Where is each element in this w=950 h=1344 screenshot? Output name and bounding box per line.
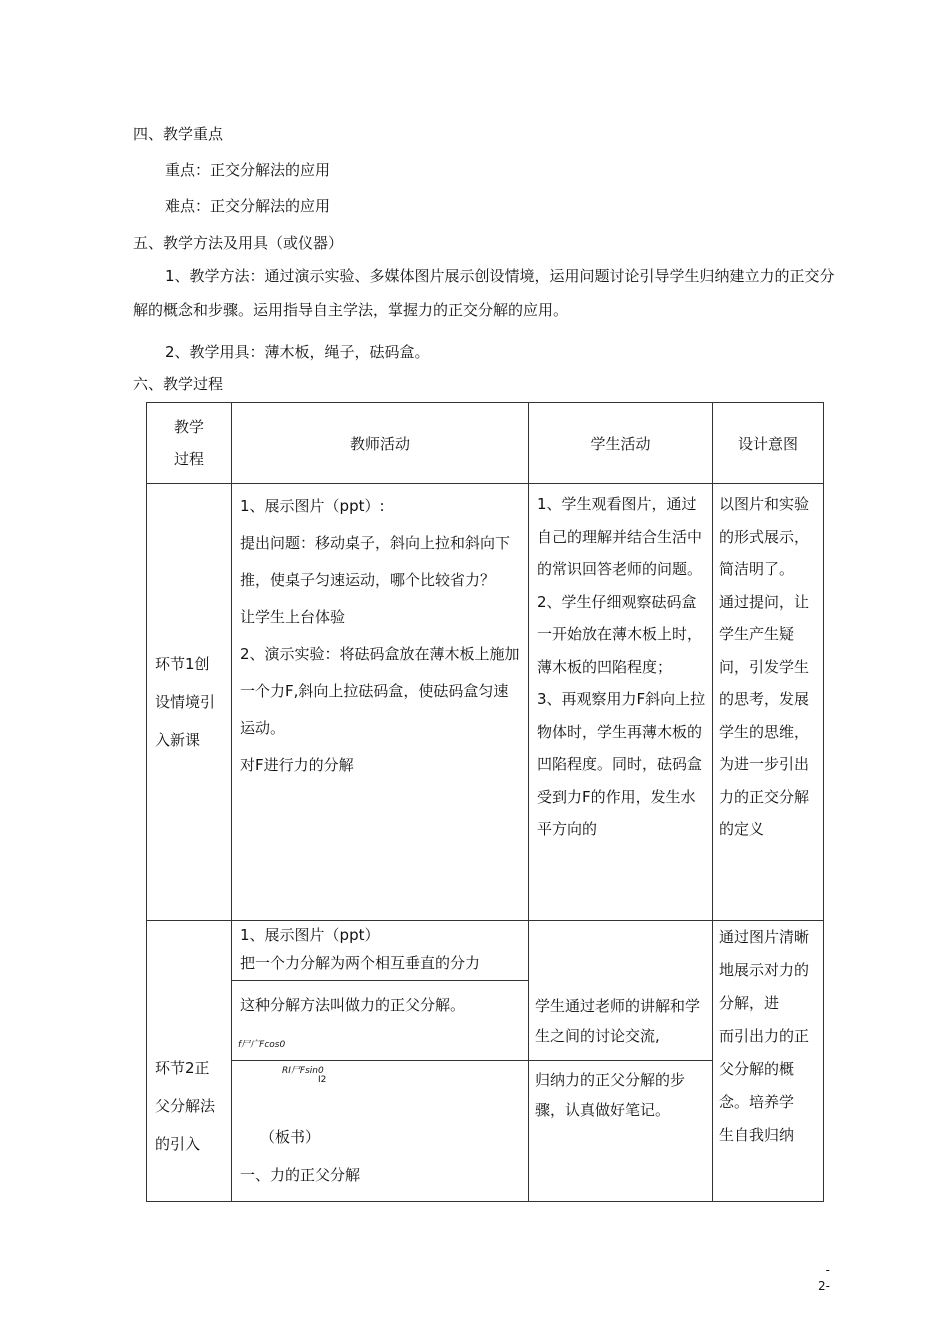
header-teacher: 教师活动 [232,403,529,484]
teaching-process-table [146,402,824,1202]
row2-teacher-box-b [232,981,528,1061]
header-stage: 教学过程 [147,403,232,484]
row1-intent-line: 以图片和实验的形式展示，简洁明了。 [719,495,810,578]
row1-teacher-line: 提出问题：移动桌子，斜向上拉和斜向下推，使桌子匀速运动，哪个比较省力？ [240,534,511,589]
row1-teacher-line: 让学生上台体验 [240,608,346,626]
difficult-point: 难点：正交分解法的应用 [165,197,331,215]
row2-student [529,921,713,1202]
section-6-title: 六、教学过程 [133,375,224,393]
page-number: - 2- [818,1263,830,1293]
row1-student [529,484,713,921]
section-5-title: 五、教学方法及用具（或仪器） [133,234,344,252]
row1-student-line: 3、再观察用力F斜向上拉物体时，学生再薄木板的凹陷程度。同时，砝码盒受到力F的作用，发生水平方向的 [537,690,706,838]
row2-teacher-box-c [232,1061,528,1201]
section-4-title: 四、教学重点 [133,125,224,143]
row2-teacher [232,921,529,1202]
row1-teacher-line: 1、展示图片（ppt）: [240,497,385,515]
row2-intent-line: 生自我归纳 [719,1126,795,1144]
board-item: 一、力的正父分解 [240,1166,361,1184]
formula-fx: f尸广Fcos0 [238,1040,286,1050]
row2-teacher-line: 把一个力分解为两个相互垂直的分力 [240,954,481,972]
row2-student-b: 归纳力的正父分解的步骤，认真做好笔记。 [535,1071,686,1119]
teaching-tools: 2、教学用具：薄木板，绳子，砝码盒。 [165,343,430,361]
row2-intent [713,921,824,1202]
header-intent: 设计意图 [713,403,824,484]
row2-intent-line: 通过图片清晰地展示对力的分解，进 [719,928,810,1012]
row1-student-line: 1、学生观看图片，通过自己的理解并结合生活中的常识回答老师的问题。 [537,495,703,578]
key-point: 重点：正交分解法的应用 [165,161,331,179]
row2-student-a: 学生通过老师的讲解和学生之间的讨论交流, [529,921,712,1061]
formula-fy: RI尸Fsin0 [282,1066,324,1076]
row1-intent-line: 通过提问，让学生产生疑问，引发学生的思考，发展学生的思维，为进一步引出力的正交分解的定义 [719,592,810,838]
row1-student-line: 2、学生仔细观察砝码盒一开始放在薄木板上时，薄木板的凹陷程度； [537,592,703,676]
row1-stage: 环节1创设情境引入新课 [147,484,232,921]
board-label: （板书） [260,1128,321,1146]
formula-subscript: I2 [318,1075,327,1085]
row1-intent [713,484,824,921]
row2-intent-line: 而引出力的正父分解的概念。培养学 [719,1027,810,1111]
row2-teacher-line: 1、展示图片（ppt） [240,926,380,944]
header-student: 学生活动 [529,403,713,484]
row1-teacher-line: 2、演示实验：将砝码盒放在薄木板上施加一个力F,斜向上拉砝码盒，使砝码盒匀速运动。 [240,645,520,737]
row1-teacher [232,484,529,921]
row2-stage: 环节2正父分解法的引入 [147,921,232,1202]
row1-teacher-line: 对F进行力的分解 [240,756,354,774]
orthogonal-definition: 这种分解方法叫做力的正父分解。 [240,996,466,1014]
row2-teacher-box-a [232,921,528,981]
teaching-method: 1、教学方法：通过演示实验、多媒体图片展示创设情境，运用问题讨论引导学生归纳建立力的正交分解的概念和步骤。运用指导自主学法，掌握力的正交分解的应用。 [133,267,835,319]
